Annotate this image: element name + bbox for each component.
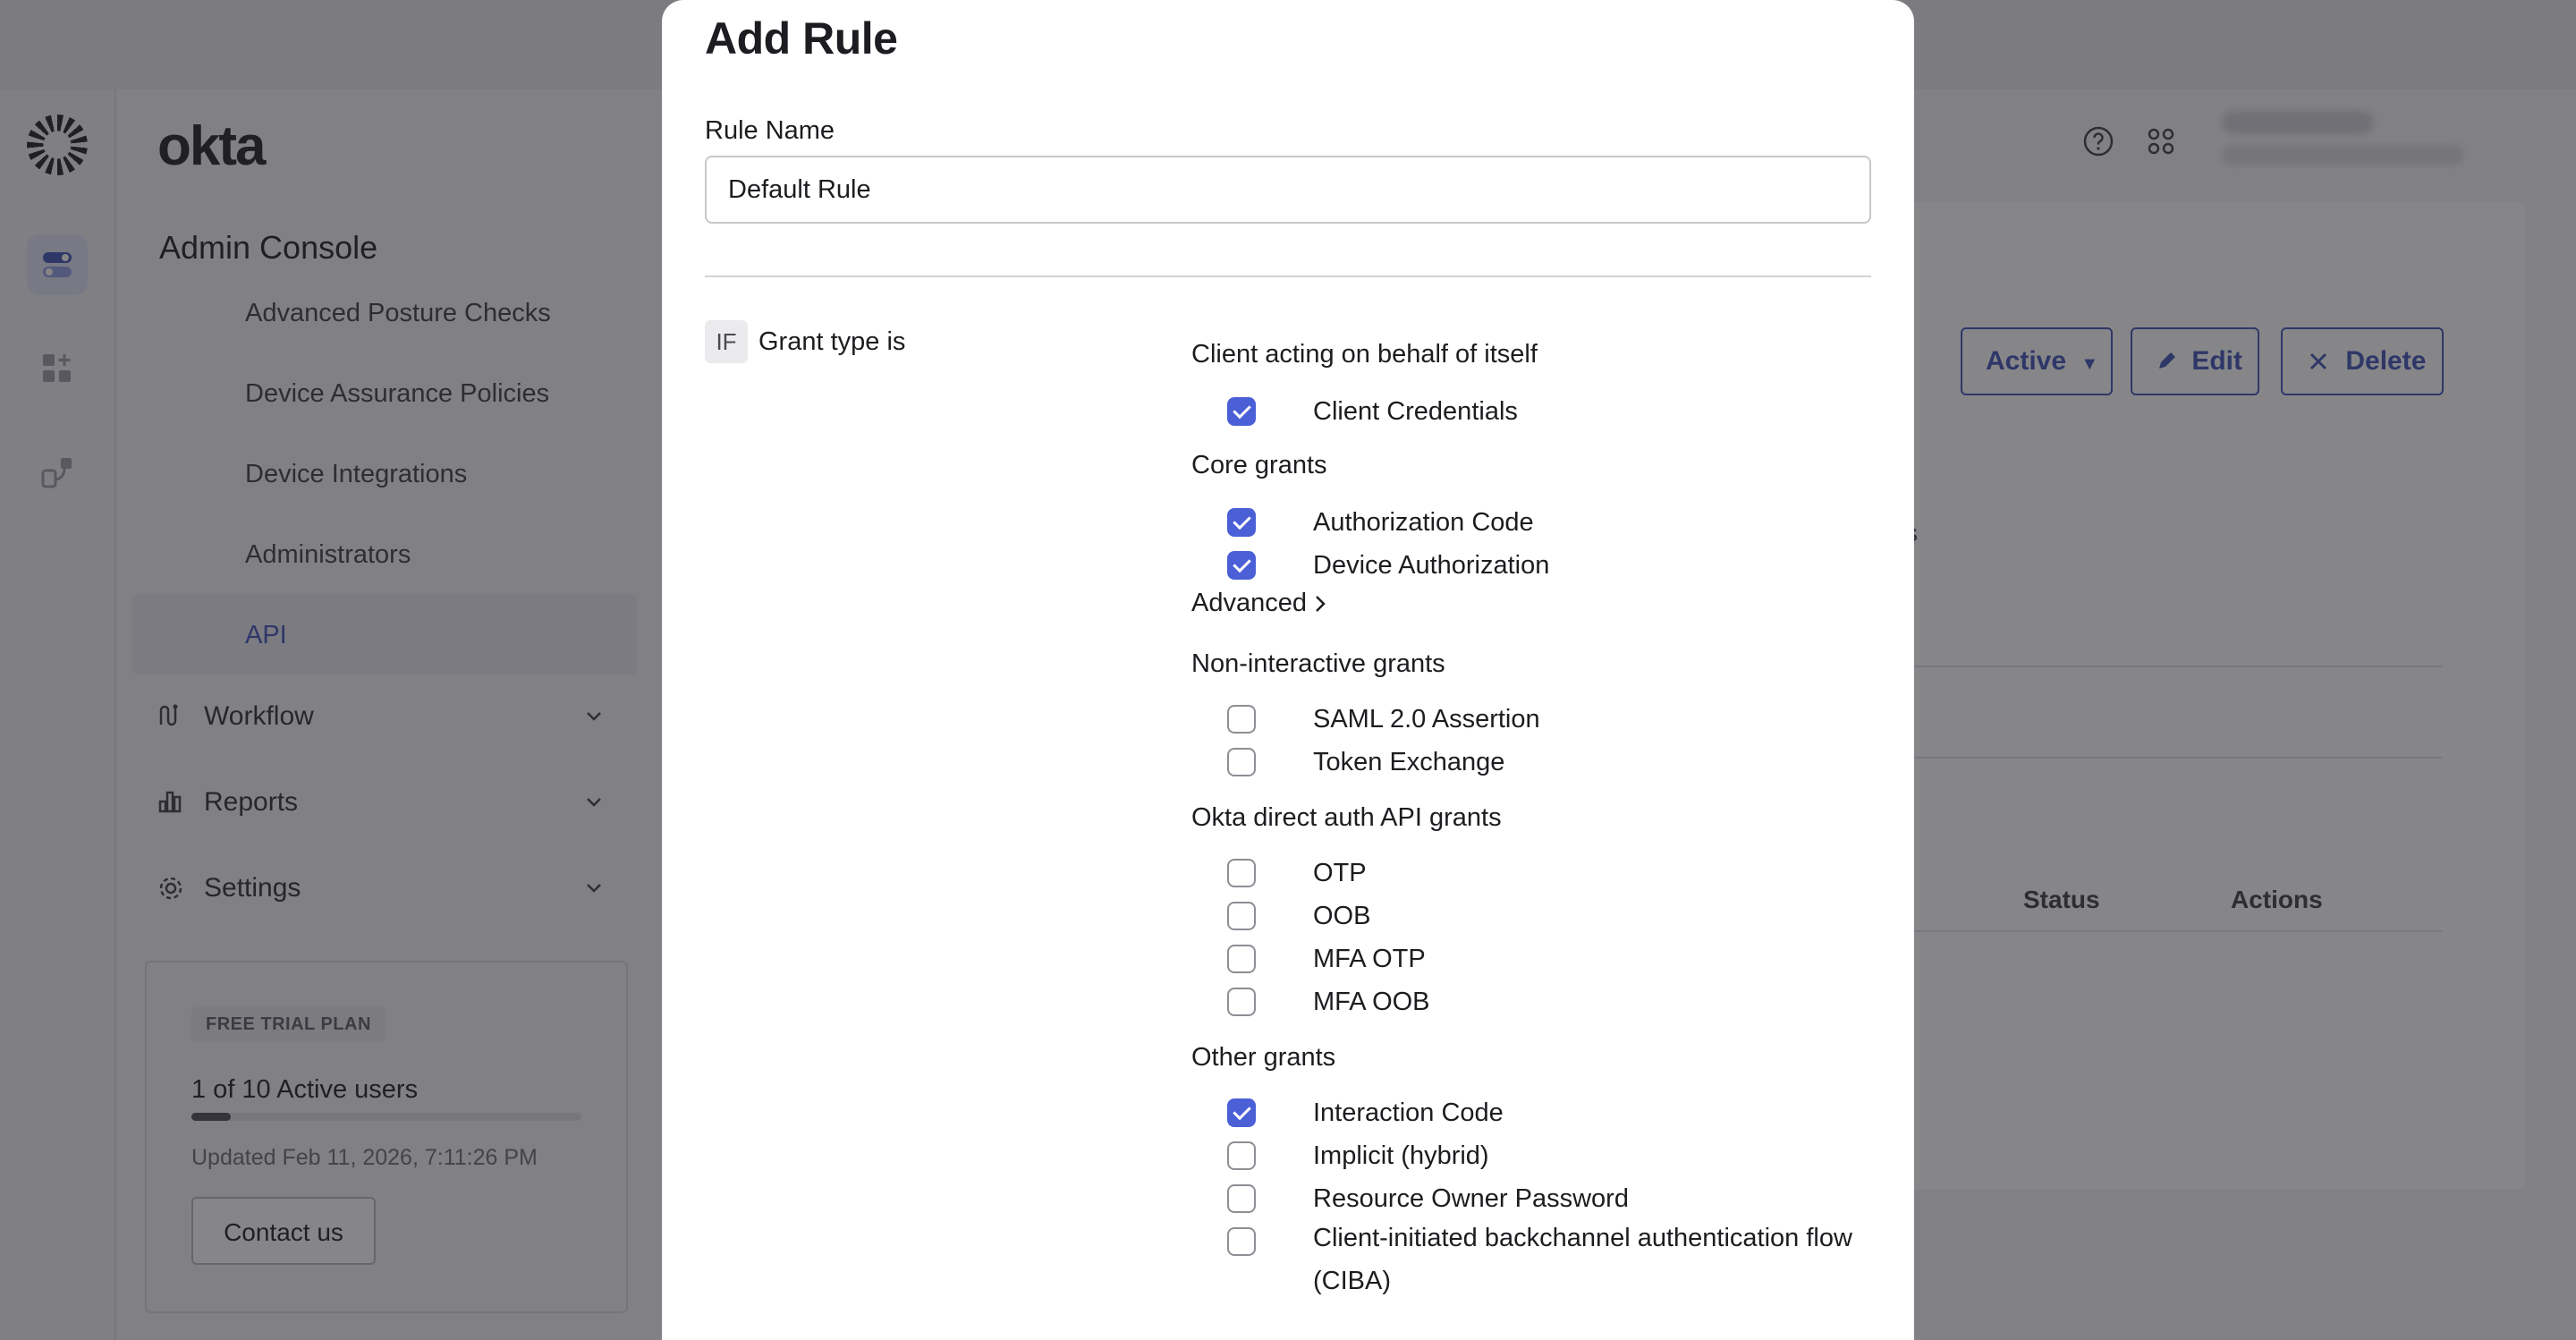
section-heading-other-grants: Other grants xyxy=(1191,1043,1336,1072)
checkbox[interactable] xyxy=(1227,551,1256,580)
checkbox[interactable] xyxy=(1227,1098,1256,1127)
checkbox-label: Client Credentials xyxy=(1313,397,1518,426)
rule-name-input[interactable] xyxy=(705,156,1871,224)
checkbox[interactable] xyxy=(1227,1141,1256,1170)
section-heading-client-itself: Client acting on behalf of itself xyxy=(1191,340,1538,369)
checkbox-label: Token Exchange xyxy=(1313,748,1505,776)
checkbox-label: OOB xyxy=(1313,902,1371,930)
condition-label: Grant type is xyxy=(758,327,906,356)
chevron-right-icon xyxy=(1312,592,1328,615)
checkbox[interactable] xyxy=(1227,1227,1256,1256)
checkbox[interactable] xyxy=(1227,902,1256,930)
checkbox-label: MFA OOB xyxy=(1313,988,1430,1016)
if-badge: IF xyxy=(705,320,748,363)
checkbox-label: Implicit (hybrid) xyxy=(1313,1141,1489,1170)
rule-name-label: Rule Name xyxy=(705,116,835,145)
add-rule-dialog xyxy=(662,0,1914,1340)
checkbox[interactable] xyxy=(1227,1184,1256,1213)
checkbox-label: MFA OTP xyxy=(1313,945,1426,973)
checkbox-label: SAML 2.0 Assertion xyxy=(1313,705,1540,734)
checkbox-label: Device Authorization xyxy=(1313,551,1550,580)
checkbox-label: OTP xyxy=(1313,859,1367,887)
section-heading-direct-auth: Okta direct auth API grants xyxy=(1191,803,1502,832)
checkbox[interactable] xyxy=(1227,988,1256,1016)
checkbox[interactable] xyxy=(1227,705,1256,734)
checkbox[interactable] xyxy=(1227,945,1256,973)
checkbox[interactable] xyxy=(1227,508,1256,537)
checkbox[interactable] xyxy=(1227,748,1256,776)
checkbox-label: Authorization Code xyxy=(1313,508,1534,537)
section-heading-core-grants: Core grants xyxy=(1191,451,1327,479)
checkbox-label: Resource Owner Password xyxy=(1313,1184,1629,1213)
section-heading-non-interactive: Non-interactive grants xyxy=(1191,649,1445,678)
advanced-label: Advanced xyxy=(1191,589,1307,617)
dialog-divider xyxy=(705,276,1871,277)
dialog-title: Add Rule xyxy=(705,13,898,64)
advanced-toggle[interactable] xyxy=(1191,589,1328,618)
checkbox-label: Interaction Code xyxy=(1313,1098,1504,1127)
checkbox-label: Client-initiated backchannel authentication flow (CIBA) xyxy=(1313,1224,1852,1295)
checkbox[interactable] xyxy=(1227,397,1256,426)
checkbox[interactable] xyxy=(1227,859,1256,887)
